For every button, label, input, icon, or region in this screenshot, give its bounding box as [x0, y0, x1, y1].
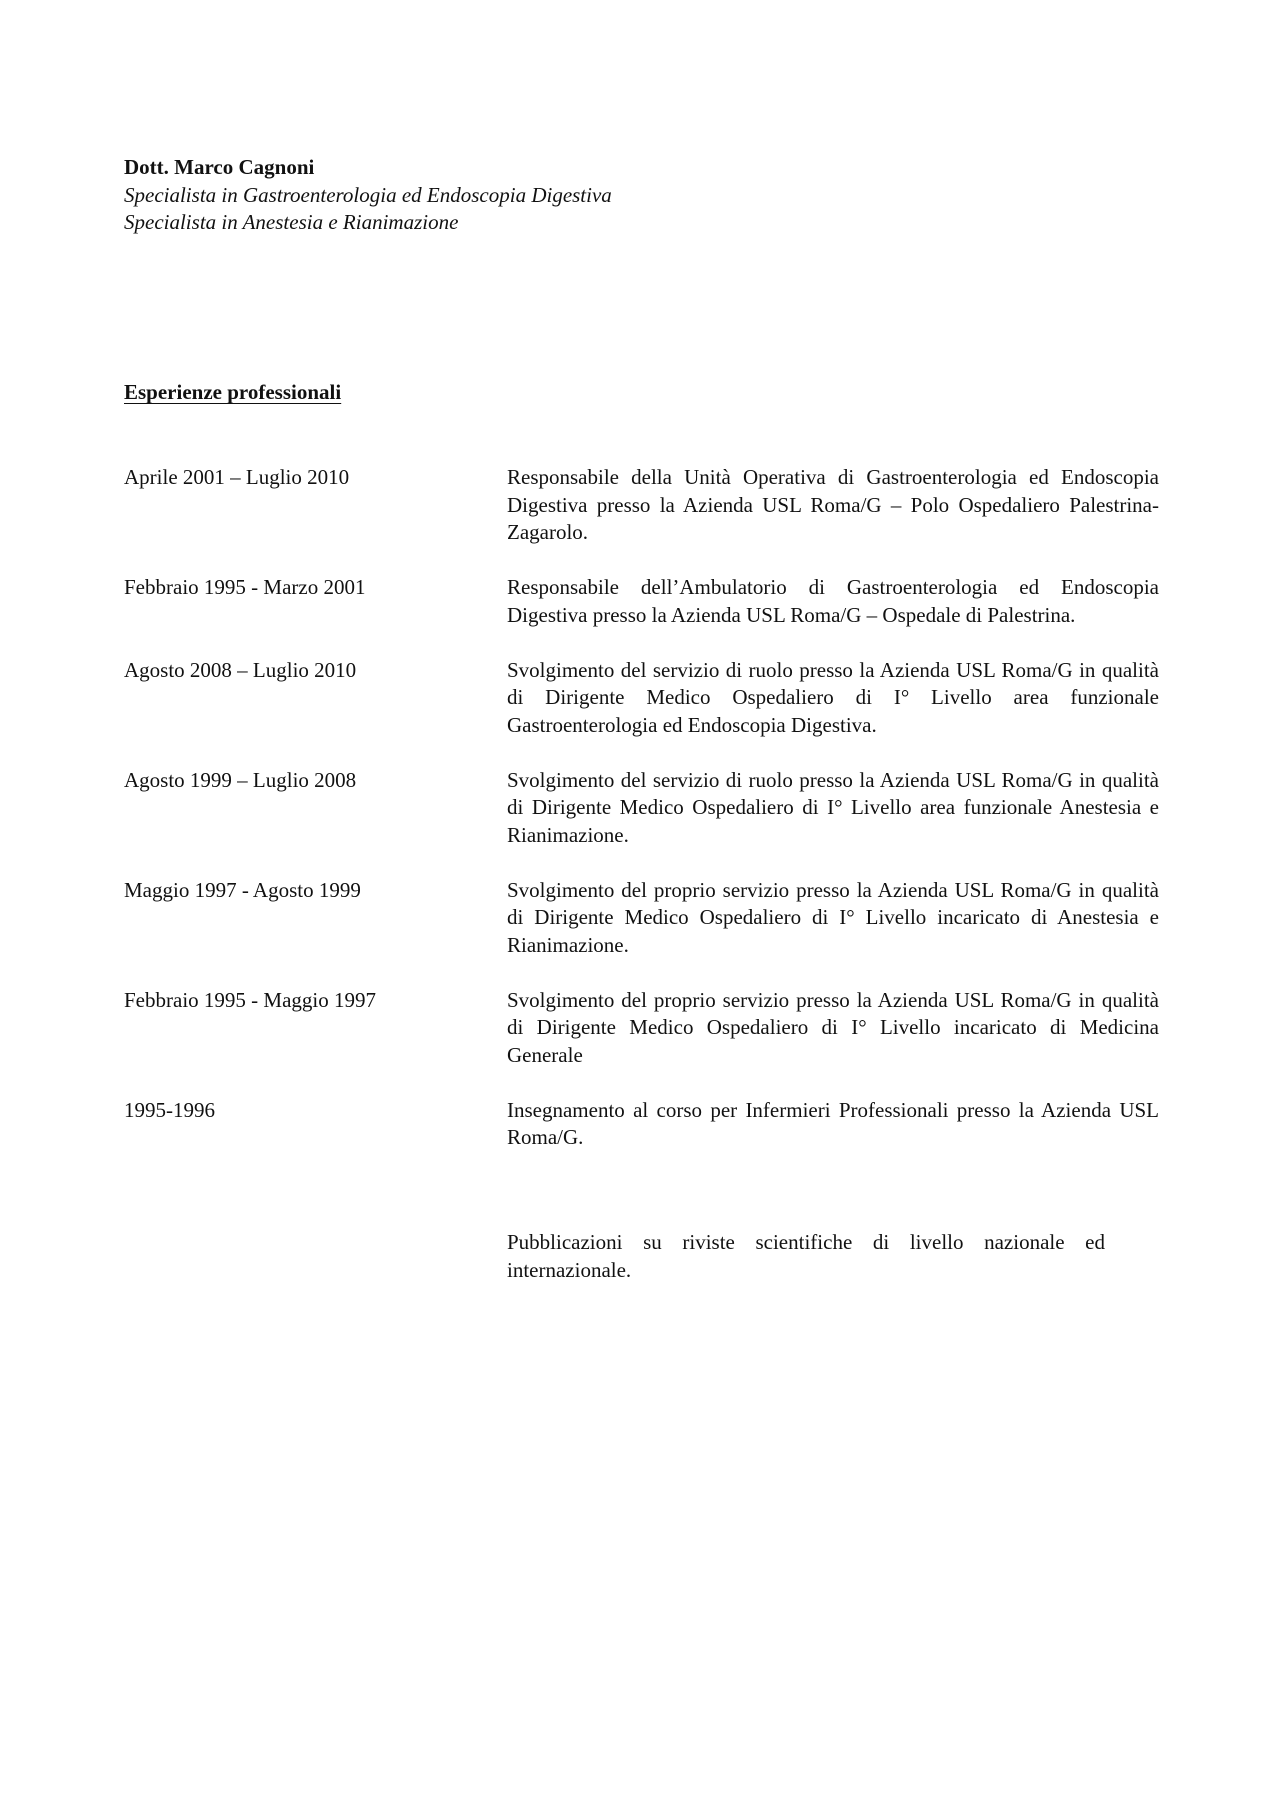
experience-period: Agosto 1999 – Luglio 2008	[124, 767, 357, 792]
experience-description: Svolgimento del proprio servizio presso la Azienda USL Roma/G in qualità di Dirigente Medico Ospedaliero di I° Livello incaricato di Medicina Generale	[507, 987, 1159, 1067]
experience-entry	[124, 464, 1164, 547]
experience-entry	[124, 1097, 1164, 1152]
experience-period: Agosto 2008 – Luglio 2010	[124, 657, 357, 682]
experience-description: Svolgimento del proprio servizio presso la Azienda USL Roma/G in qualità di Dirigente Medico Ospedaliero di I° Livello incaricato di Anestesia e Rianimazione.	[507, 877, 1159, 957]
specialty-anesthesia: Specialista in Anestesia e Rianimazione	[124, 210, 459, 234]
section-title: Esperienze professionali	[124, 380, 342, 404]
experience-list	[124, 464, 1164, 1179]
specialty-gastroenterology: Specialista in Gastroenterologia ed Endoscopia Digestiva	[124, 182, 612, 207]
experience-description: Responsabile della Unità Operativa di Gastroenterologia ed Endoscopia Digestiva presso la Azienda USL Roma/G – Polo Ospedaliero Palestrina-Zagarolo.	[507, 465, 1159, 544]
experience-period: Febbraio 1995 - Maggio 1997	[124, 987, 376, 1012]
experience-description: Responsabile dell’Ambulatorio di Gastroenterologia ed Endoscopia Digestiva presso la Azienda USL Roma/G – Ospedale di Palestrina.	[507, 575, 1159, 627]
experience-description: Svolgimento del servizio di ruolo presso la Azienda USL Roma/G in qualità di Dirigente Medico Ospedaliero di I° Livello area funzionale Anestesia e Rianimazione.	[507, 767, 1159, 847]
experience-entry	[124, 574, 1164, 629]
document-header	[124, 154, 1024, 237]
experience-period: Aprile 2001 – Luglio 2010	[124, 465, 350, 489]
experience-entry	[124, 657, 1164, 740]
experience-entry	[124, 987, 1164, 1070]
experience-description: Insegnamento al corso per Infermieri Professionali presso la Azienda USL Roma/G.	[507, 1097, 1159, 1149]
experience-entry	[124, 877, 1164, 960]
publications-note: Pubblicazioni su riviste scientifiche di livello nazionale ed internazionale.	[507, 1230, 1105, 1282]
experience-description: Svolgimento del servizio di ruolo presso la Azienda USL Roma/G in qualità di Dirigente Medico Ospedaliero di I° Livello area funzionale Gastroenterologia ed Endoscopia Digestiva.	[507, 657, 1159, 737]
experience-period: Maggio 1997 - Agosto 1999	[124, 877, 361, 902]
experience-entry	[124, 767, 1164, 850]
experience-period: 1995-1996	[124, 1097, 215, 1122]
doctor-name: Dott. Marco Cagnoni	[124, 155, 315, 179]
experience-period: Febbraio 1995 - Marzo 2001	[124, 575, 366, 599]
